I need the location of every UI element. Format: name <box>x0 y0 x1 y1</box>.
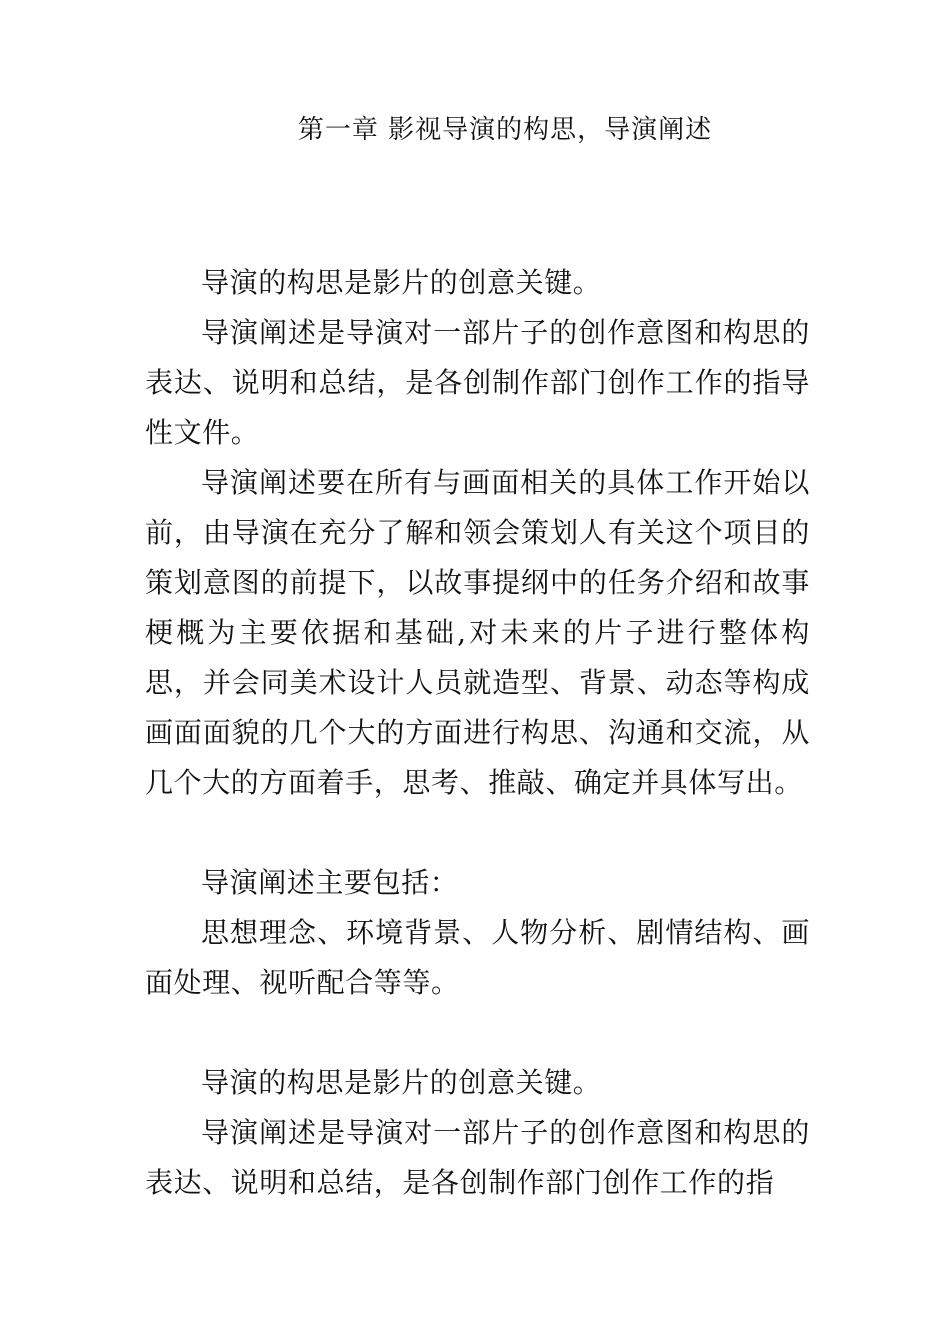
document-body <box>145 258 810 1208</box>
paragraph-7: 导演阐述是导演对一部片子的创作意图和构思的表达、说明和总结，是各创制作部门创作工作的指 <box>145 1116 810 1199</box>
paragraph-1: 导演的构思是影片的创意关键。 <box>201 266 602 299</box>
chapter-title: 第一章 影视导演的构思，导演阐述 <box>297 115 713 145</box>
paragraph-gap <box>145 1008 810 1058</box>
paragraph-6: 导演的构思是影片的创意关键。 <box>201 1066 602 1099</box>
paragraph-2: 导演阐述是导演对一部片子的创作意图和构思的表达、说明和总结，是各创制作部门创作工作的指导性文件。 <box>145 316 810 449</box>
paragraph-gap <box>145 808 810 858</box>
paragraph-3: 导演阐述要在所有与画面相关的具体工作开始以前，由导演在充分了解和领会策划人有关这个项目的策划意图的前提下，以故事提纲中的任务介绍和故事梗概为主要依据和基础,对未来的片子进行整体构思，并会同美术设计人员就造型、背景、动态等构成画面面貌的几个大的方面进行构思、沟通和交流，从几个大的方面着手，思考、推敲、确定并具体写出。 <box>145 466 810 799</box>
paragraph-4: 导演阐述主要包括： <box>201 866 459 899</box>
paragraph-5: 思想理念、环境背景、人物分析、剧情结构、画面处理、视听配合等等。 <box>145 916 810 999</box>
